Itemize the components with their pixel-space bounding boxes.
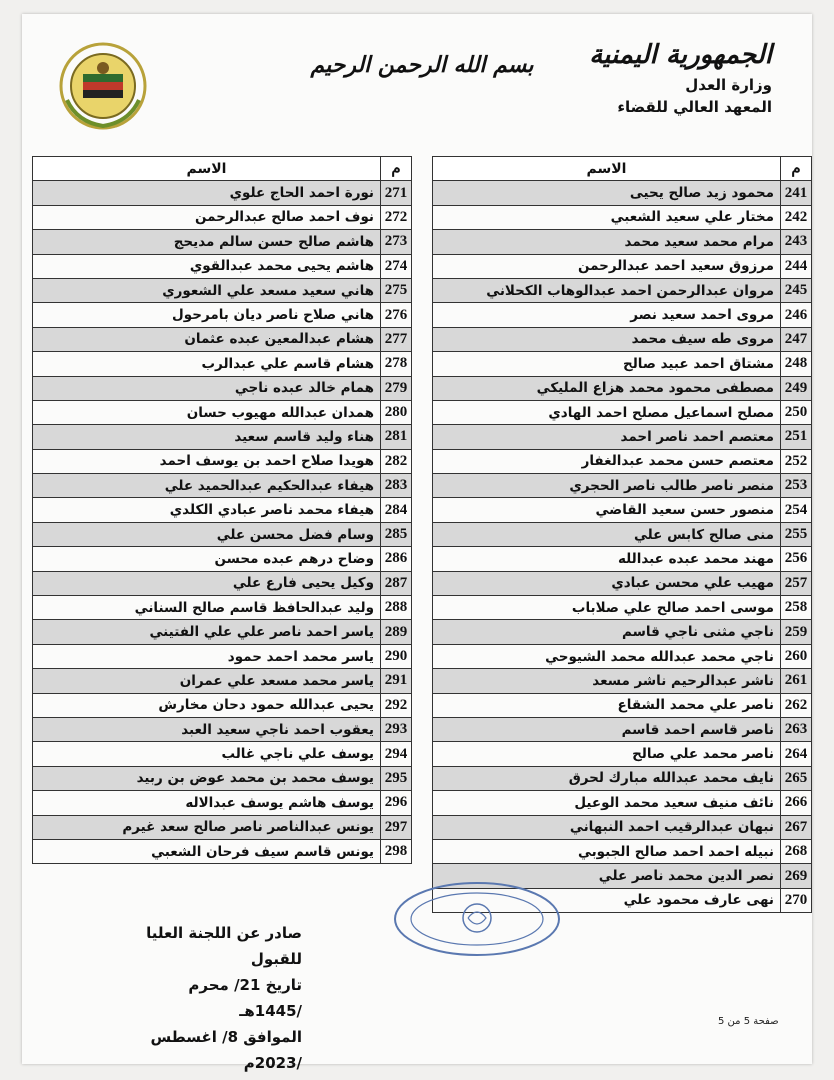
table-row: [33, 547, 412, 571]
row-number: 268: [781, 839, 812, 863]
row-number: 250: [781, 400, 812, 424]
row-name: معتصم احمد ناصر احمد: [433, 425, 781, 449]
row-number: 263: [781, 717, 812, 741]
name-header: الاسم: [433, 157, 781, 181]
table-row: [433, 522, 812, 546]
table-row: [433, 693, 812, 717]
row-number: 259: [781, 620, 812, 644]
row-number: 251: [781, 425, 812, 449]
table-row: [433, 254, 812, 278]
row-name: ناصر محمد علي صالح: [433, 742, 781, 766]
hijri-date-line: تاريخ 21/ محرم /1445هـ: [188, 976, 302, 1020]
row-number: 280: [381, 400, 412, 424]
row-number: 258: [781, 596, 812, 620]
table-row: [33, 498, 412, 522]
row-number: 260: [781, 644, 812, 668]
row-number: 294: [381, 742, 412, 766]
row-number: 246: [781, 303, 812, 327]
row-number: 271: [381, 181, 412, 205]
row-name: نصر الدين محمد ناصر علي: [433, 864, 781, 888]
table-row: [33, 620, 412, 644]
row-name: معتصم حسن محمد عبدالغفار: [433, 449, 781, 473]
row-number: 243: [781, 230, 812, 254]
row-name: هاشم صالح حسن سالم مديحج: [33, 230, 381, 254]
row-number: 282: [381, 449, 412, 473]
row-number: 291: [381, 669, 412, 693]
row-name: مهيب علي محسن عبادي: [433, 571, 781, 595]
table-row: [33, 181, 412, 205]
table-row: [33, 425, 412, 449]
row-name: نايف محمد عبدالله مبارك لحرق: [433, 766, 781, 790]
table-row: [33, 400, 412, 424]
row-number: 292: [381, 693, 412, 717]
table-row: [433, 303, 812, 327]
row-name: نبيله احمد احمد صالح الجبوبي: [433, 839, 781, 863]
table-row: [433, 181, 812, 205]
institute-name: المعهد العالي للقضاء: [617, 98, 772, 116]
document-page: [22, 14, 812, 1072]
row-number: 293: [381, 717, 412, 741]
table-row: [33, 839, 412, 863]
row-number: 264: [781, 742, 812, 766]
row-number: 245: [781, 278, 812, 302]
row-number: 287: [381, 571, 412, 595]
table-row: [433, 815, 812, 839]
row-name: يحيى عبدالله حمود دحان مخارش: [33, 693, 381, 717]
row-name: وسام فضل محسن علي: [33, 522, 381, 546]
row-number: 253: [781, 474, 812, 498]
row-name: ناصر قاسم احمد قاسم: [433, 717, 781, 741]
table-row: [433, 669, 812, 693]
table-row: [433, 498, 812, 522]
table-row: [433, 327, 812, 351]
row-number: 295: [381, 766, 412, 790]
row-name: منى صالح كابس علي: [433, 522, 781, 546]
row-number: 297: [381, 815, 412, 839]
row-number: 274: [381, 254, 412, 278]
table-row: [33, 522, 412, 546]
row-number: 241: [781, 181, 812, 205]
table-row: [33, 815, 412, 839]
row-number: 262: [781, 693, 812, 717]
row-name: مرزوق سعيد احمد عبدالرحمن: [433, 254, 781, 278]
row-number: 278: [381, 352, 412, 376]
row-name: نهى عارف محمود علي: [433, 888, 781, 912]
left-names-table: [32, 156, 412, 864]
row-number: 270: [781, 888, 812, 912]
row-number: 285: [381, 522, 412, 546]
table-row: [433, 425, 812, 449]
row-name: مشتاق احمد عبيد صالح: [433, 352, 781, 376]
row-name: يونس عبدالناصر ناصر صالح سعد غيرم: [33, 815, 381, 839]
table-row: [433, 742, 812, 766]
row-name: يوسف علي ناجي غالب: [33, 742, 381, 766]
row-number: 248: [781, 352, 812, 376]
row-number: 283: [381, 474, 412, 498]
row-number: 267: [781, 815, 812, 839]
table-row: [33, 669, 412, 693]
table-row: [433, 571, 812, 595]
row-name: هاشم يحيى محمد عبدالقوي: [33, 254, 381, 278]
row-name: يونس قاسم سيف فرحان الشعبي: [33, 839, 381, 863]
table-row: [33, 474, 412, 498]
row-number: 255: [781, 522, 812, 546]
table-row: [33, 254, 412, 278]
row-number: 261: [781, 669, 812, 693]
row-name: يعقوب احمد ناجي سعيد العبد: [33, 717, 381, 741]
table-row: [33, 791, 412, 815]
row-name: هيفاء عبدالحكيم عبدالحميد علي: [33, 474, 381, 498]
row-number: 290: [381, 644, 412, 668]
table-row: [433, 839, 812, 863]
row-number: 269: [781, 864, 812, 888]
row-number: 254: [781, 498, 812, 522]
table-row: [33, 717, 412, 741]
row-name: هاني صلاح ناصر ديان بامرحول: [33, 303, 381, 327]
page-number: صفحة 5 من 5: [718, 1016, 779, 1027]
row-number: 286: [381, 547, 412, 571]
row-number: 296: [381, 791, 412, 815]
row-number: 275: [381, 278, 412, 302]
table-row: [433, 278, 812, 302]
basmala: بسم الله الرحمن الرحيم: [310, 52, 534, 78]
row-name: يوسف هاشم يوسف عبدالاله: [33, 791, 381, 815]
row-name: مروان عبدالرحمن احمد عبدالوهاب الكحلاني: [433, 278, 781, 302]
names-tables: [30, 156, 808, 909]
table-row: [433, 352, 812, 376]
row-number: 277: [381, 327, 412, 351]
row-name: نبهان عبدالرقيب احمد النبهاني: [433, 815, 781, 839]
ministry-name: وزارة العدل: [685, 76, 772, 94]
row-name: نورة احمد الحاج علوي: [33, 181, 381, 205]
row-name: مروى طه سيف محمد: [433, 327, 781, 351]
row-number: 284: [381, 498, 412, 522]
row-name: هاني سعيد مسعد علي الشعوري: [33, 278, 381, 302]
table-row: [33, 230, 412, 254]
table-row: [433, 596, 812, 620]
row-number: 266: [781, 791, 812, 815]
table-row: [33, 327, 412, 351]
table-row: [33, 693, 412, 717]
gregorian-date-line: الموافق 8/ اغسطس /2023م: [150, 1028, 302, 1072]
row-name: ناجي محمد عبدالله محمد الشيوحي: [433, 644, 781, 668]
row-name: وليد عبدالحافظ قاسم صالح السناني: [33, 596, 381, 620]
row-number: 247: [781, 327, 812, 351]
row-number: 257: [781, 571, 812, 595]
row-number: 244: [781, 254, 812, 278]
table-row: [33, 596, 412, 620]
row-name: همدان عبدالله مهيوب حسان: [33, 400, 381, 424]
name-header: الاسم: [33, 157, 381, 181]
row-name: محمود زيد صالح يحيى: [433, 181, 781, 205]
row-name: ناشر عبدالرحيم ناشر مسعد: [433, 669, 781, 693]
yemen-emblem-icon: [57, 40, 149, 132]
row-name: نائف منيف سعيد محمد الوعيل: [433, 791, 781, 815]
table-row: [33, 352, 412, 376]
row-number: 288: [381, 596, 412, 620]
row-name: همام خالد عبده ناجي: [33, 376, 381, 400]
row-number: 281: [381, 425, 412, 449]
table-row: [33, 278, 412, 302]
row-name: هشام عبدالمعين عبده عثمان: [33, 327, 381, 351]
row-number: 276: [381, 303, 412, 327]
letterhead: [562, 38, 772, 116]
table-row: [433, 400, 812, 424]
table-row: [33, 205, 412, 229]
row-number: 272: [381, 205, 412, 229]
row-name: ناجي مثنى ناجي قاسم: [433, 620, 781, 644]
table-row: [433, 547, 812, 571]
row-number: 256: [781, 547, 812, 571]
row-name: هناء وليد قاسم سعيد: [33, 425, 381, 449]
row-number: 265: [781, 766, 812, 790]
row-number: 273: [381, 230, 412, 254]
row-number: 279: [381, 376, 412, 400]
row-name: منصور حسن سعيد القاضي: [433, 498, 781, 522]
row-name: هشام قاسم علي عبدالرب: [33, 352, 381, 376]
table-row: [433, 791, 812, 815]
row-name: هويدا صلاح احمد بن يوسف احمد: [33, 449, 381, 473]
row-name: مصطفى محمود محمد هزاع المليكي: [433, 376, 781, 400]
row-name: موسى احمد صالح علي صلاباب: [433, 596, 781, 620]
issuance-note: [122, 920, 302, 1076]
table-row: [33, 766, 412, 790]
row-name: ناصر علي محمد الشقاع: [433, 693, 781, 717]
table-row: [33, 303, 412, 327]
row-number: 298: [381, 839, 412, 863]
row-number: 249: [781, 376, 812, 400]
table-row: [33, 644, 412, 668]
row-name: مروى احمد سعيد نصر: [433, 303, 781, 327]
row-name: نوف احمد صالح عبدالرحمن: [33, 205, 381, 229]
table-row: [433, 205, 812, 229]
right-names-table: [432, 156, 812, 913]
row-number: 242: [781, 205, 812, 229]
table-row: [33, 742, 412, 766]
table-row: [33, 376, 412, 400]
republic-title: الجمهورية اليمنية: [589, 40, 772, 70]
table-row: [433, 230, 812, 254]
row-name: هيفاء محمد ناصر عبادي الكلدي: [33, 498, 381, 522]
row-name: يوسف محمد بن محمد عوض بن ربيد: [33, 766, 381, 790]
table-row: [433, 766, 812, 790]
issuer-line: صادر عن اللجنة العليا للقبول: [146, 924, 302, 968]
row-name: مرام محمد سعيد محمد: [433, 230, 781, 254]
row-name: وضاح درهم عبده محسن: [33, 547, 381, 571]
row-name: ياسر احمد ناصر علي علي الفتيني: [33, 620, 381, 644]
table-row: [433, 620, 812, 644]
row-name: ياسر محمد احمد حمود: [33, 644, 381, 668]
table-row: [33, 449, 412, 473]
row-number: 252: [781, 449, 812, 473]
table-row: [433, 644, 812, 668]
row-name: ياسر محمد مسعد علي عمران: [33, 669, 381, 693]
table-row: [33, 571, 412, 595]
row-name: مهند محمد عبده عبدالله: [433, 547, 781, 571]
num-header: م: [381, 157, 412, 181]
official-stamp-icon: [392, 880, 562, 958]
num-header: م: [781, 157, 812, 181]
row-name: مصلح اسماعيل مصلح احمد الهادي: [433, 400, 781, 424]
row-number: 289: [381, 620, 412, 644]
row-name: منصر ناصر طالب ناصر الحجري: [433, 474, 781, 498]
table-row: [433, 474, 812, 498]
row-name: مختار علي سعيد الشعبي: [433, 205, 781, 229]
table-row: [433, 717, 812, 741]
row-name: وكيل يحيى فارع علي: [33, 571, 381, 595]
table-row: [433, 449, 812, 473]
table-row: [433, 376, 812, 400]
